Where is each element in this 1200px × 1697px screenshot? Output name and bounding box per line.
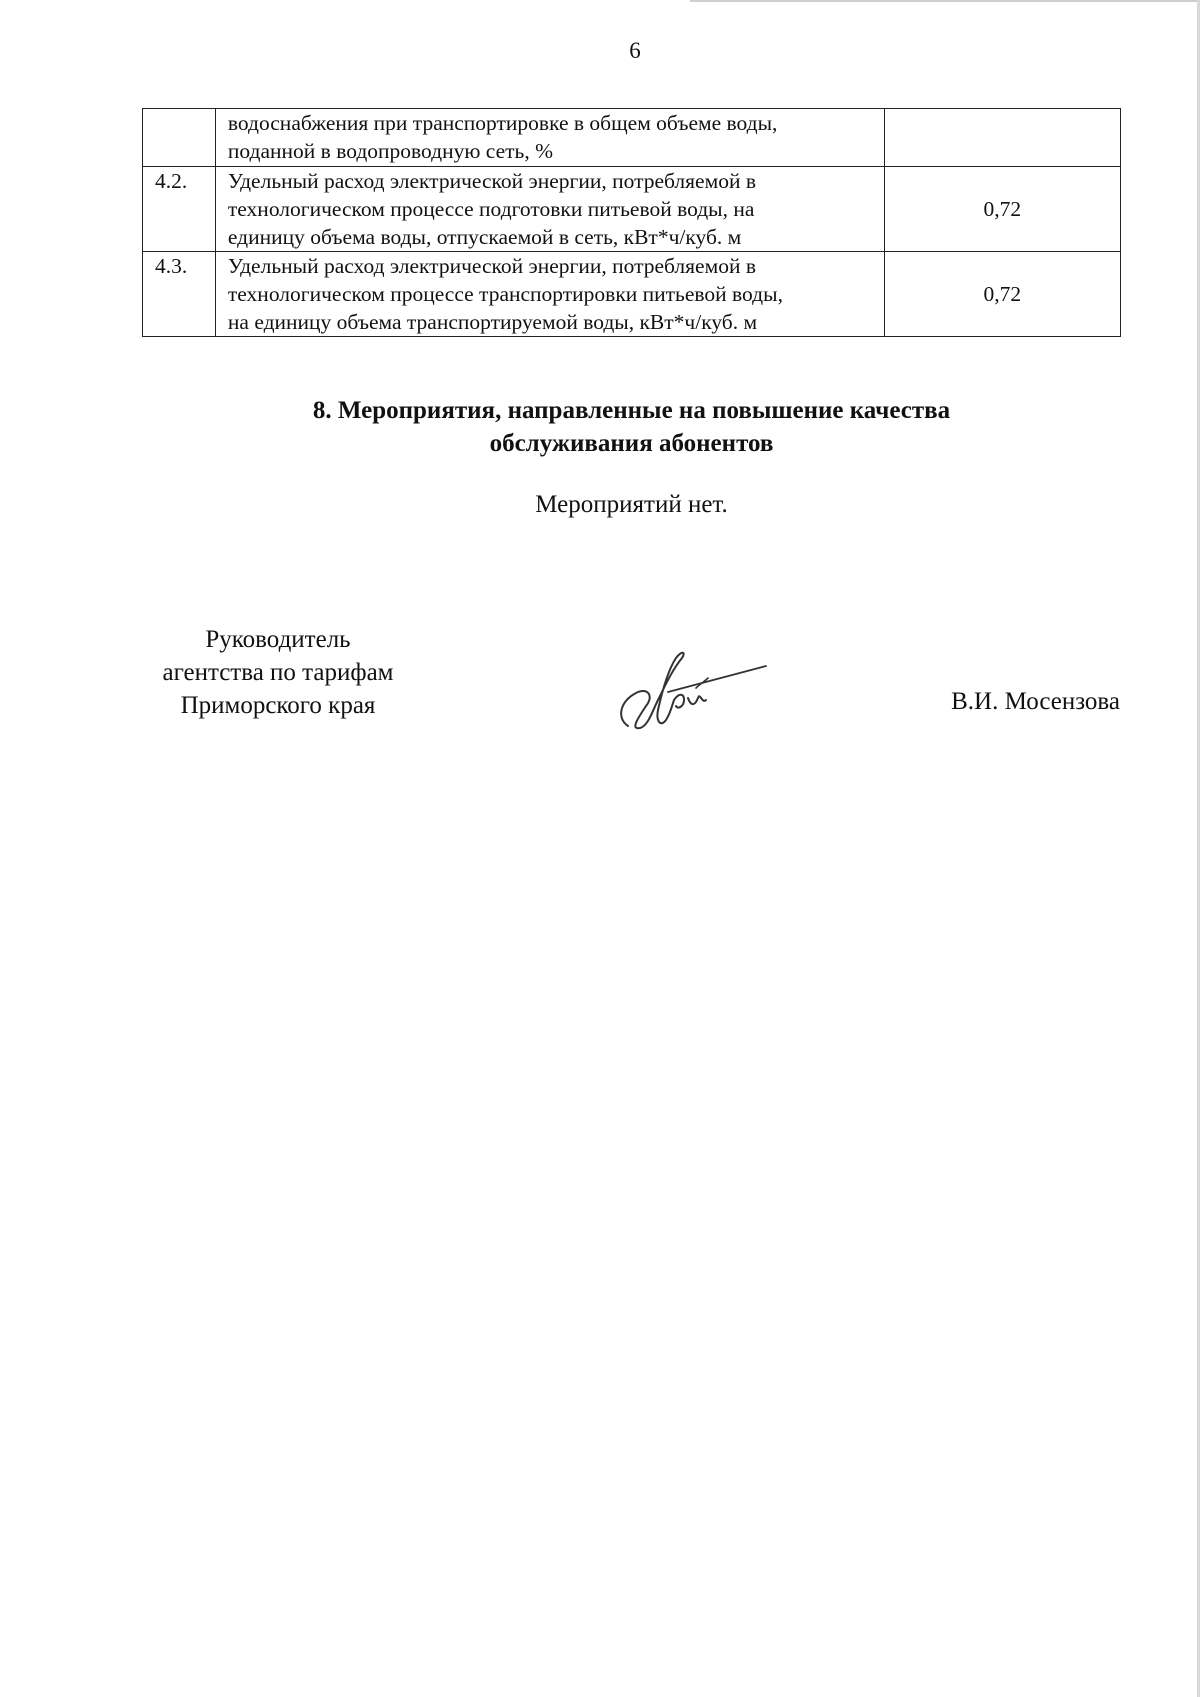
section-title-line: обслуживания абонентов (489, 430, 774, 457)
row-name-line: Удельный расход электрической энергии, потребляемой в (227, 254, 756, 278)
row-name-cell (215, 109, 884, 167)
row-number-cell: 4.3. (143, 252, 216, 337)
row-name-line: технологическом процессе подготовки питьевой воды, на (227, 197, 755, 221)
row-name-line: Удельный расход электрической энергии, потребляемой в (227, 169, 756, 193)
table-row (143, 109, 1121, 167)
row-value-cell: 0,72 (884, 252, 1120, 337)
signer-position-line: Руководитель (205, 626, 351, 653)
handwritten-signature (608, 648, 768, 733)
row-name-line: технологическом процессе транспортировки питьевой воды, (227, 282, 783, 306)
row-value-cell: 0,72 (884, 167, 1120, 252)
row-name-cell (215, 167, 884, 252)
row-name-line: единицу объема воды, отпускаемой в сеть, кВт*ч/куб. м (227, 225, 742, 249)
table-row (143, 167, 1121, 252)
row-number-cell (143, 109, 216, 167)
signer-position-line: Приморского края (180, 692, 376, 719)
signer-position-line: агентства по тарифам (162, 659, 394, 686)
row-number-cell: 4.2. (143, 167, 216, 252)
section-title-line: 8. Мероприятия, направленные на повышение качества (312, 397, 951, 424)
section-title (142, 394, 1121, 460)
row-value-cell (884, 109, 1120, 167)
row-name-line: на единицу объема транспортируемой воды, кВт*ч/куб. м (227, 310, 758, 334)
table-row (143, 252, 1121, 337)
page-number: 6 (629, 38, 641, 63)
scan-edge-top (690, 0, 1200, 2)
row-name-line: водоснабжения при транспортировке в общем объеме воды, (227, 111, 778, 135)
section-body-text: Мероприятий нет. (535, 491, 728, 518)
indicators-table (142, 108, 1121, 337)
signer-position (138, 623, 418, 722)
row-name-cell (215, 252, 884, 337)
signer-name: В.И. Мосензова (951, 688, 1120, 715)
row-name-line: поданной в водопроводную сеть, % (227, 139, 553, 163)
